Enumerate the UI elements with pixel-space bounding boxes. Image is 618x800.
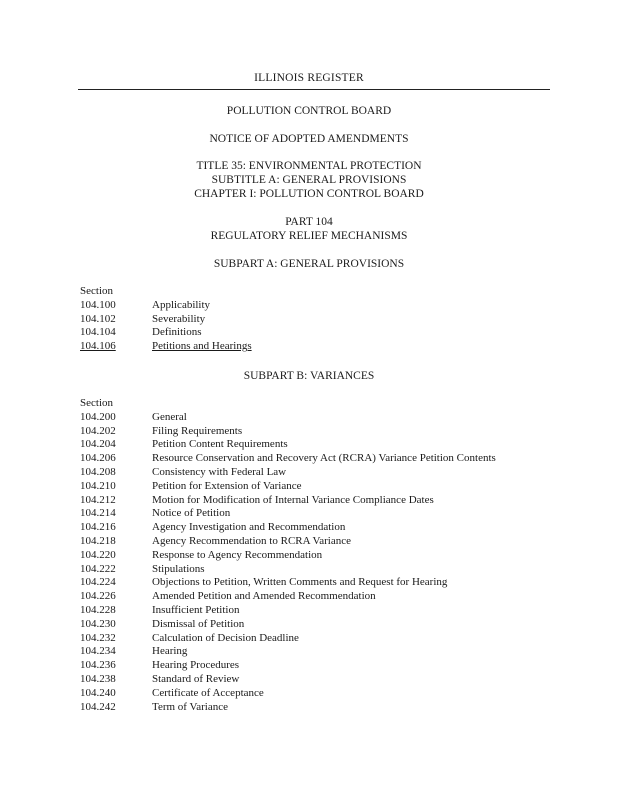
register-header: ILLINOIS REGISTER xyxy=(254,72,364,84)
section-title: Stipulations xyxy=(152,562,205,575)
section-row xyxy=(80,507,560,521)
section-title: Hearing Procedures xyxy=(152,659,240,672)
section-number: 104.202 xyxy=(80,424,116,437)
section-title: Amended Petition and Amended Recommendation xyxy=(152,590,376,603)
header-rule xyxy=(78,89,550,90)
section-number: 104.240 xyxy=(80,686,116,699)
section-title: Agency Investigation and Recommendation xyxy=(152,521,346,534)
notice-heading: NOTICE OF ADOPTED AMENDMENTS xyxy=(209,133,409,145)
section-number: 104.200 xyxy=(80,410,116,423)
section-title: Motion for Modification of Internal Variance Compliance Dates xyxy=(152,493,434,506)
part-block xyxy=(0,215,618,243)
section-row xyxy=(80,659,560,673)
section-title: Hearing xyxy=(152,645,188,658)
part-name: REGULATORY RELIEF MECHANISMS xyxy=(210,230,408,242)
section-title: Filing Requirements xyxy=(152,424,243,437)
section-title: Calculation of Decision Deadline xyxy=(152,631,299,644)
section-row xyxy=(80,563,560,577)
section-number: 104.102 xyxy=(80,312,116,325)
section-number: 104.214 xyxy=(80,507,116,520)
section-row xyxy=(80,494,560,508)
section-row xyxy=(80,618,560,632)
section-title: Severability xyxy=(152,312,206,325)
section-row xyxy=(80,480,560,494)
section-number: 104.210 xyxy=(80,479,116,492)
section-title: Definitions xyxy=(152,326,202,339)
section-number: 104.232 xyxy=(80,631,116,644)
section-number-added: 104.106 xyxy=(80,340,116,353)
section-title: Consistency with Federal Law xyxy=(152,465,287,478)
chapter-line: CHAPTER I: POLLUTION CONTROL BOARD xyxy=(194,188,424,200)
section-label: Section xyxy=(80,397,113,409)
section-row xyxy=(80,549,560,563)
section-title: Response to Agency Recommendation xyxy=(152,548,323,561)
section-number: 104.224 xyxy=(80,576,116,589)
section-row xyxy=(80,340,560,354)
section-row xyxy=(80,687,560,701)
section-row xyxy=(80,645,560,659)
section-row xyxy=(80,632,560,646)
section-row xyxy=(80,438,560,452)
section-title: Certificate of Acceptance xyxy=(152,686,264,699)
section-title: Standard of Review xyxy=(152,672,240,685)
section-number: 104.226 xyxy=(80,590,116,603)
section-title: Petition for Extension of Variance xyxy=(152,479,302,492)
section-row xyxy=(80,425,560,439)
section-title: Resource Conservation and Recovery Act (RCRA) Variance Petition Contents xyxy=(152,452,496,465)
section-row xyxy=(80,299,560,313)
section-number: 104.218 xyxy=(80,534,116,547)
section-number: 104.104 xyxy=(80,326,116,339)
section-number: 104.234 xyxy=(80,645,116,658)
section-title: Insufficient Petition xyxy=(152,603,240,616)
section-row xyxy=(80,535,560,549)
section-title: Term of Variance xyxy=(152,700,228,713)
section-number: 104.230 xyxy=(80,617,116,630)
section-row xyxy=(80,673,560,687)
section-row xyxy=(80,576,560,590)
section-row xyxy=(80,313,560,327)
section-title: Petition Content Requirements xyxy=(152,438,288,451)
section-number: 104.208 xyxy=(80,465,116,478)
section-title: Applicability xyxy=(152,298,211,311)
title-line: TITLE 35: ENVIRONMENTAL PROTECTION xyxy=(196,160,422,172)
section-number: 104.238 xyxy=(80,672,116,685)
section-row xyxy=(80,326,560,340)
section-row xyxy=(80,590,560,604)
subtitle-line: SUBTITLE A: GENERAL PROVISIONS xyxy=(211,174,407,186)
section-title-added: Petitions and Hearings xyxy=(152,340,252,353)
section-title: General xyxy=(152,410,187,423)
section-row xyxy=(80,701,560,715)
subpart-b-section-list xyxy=(80,397,560,714)
section-title: Dismissal of Petition xyxy=(152,617,245,630)
title-block xyxy=(0,159,618,201)
section-number: 104.216 xyxy=(80,521,116,534)
section-row xyxy=(80,521,560,535)
section-title: Agency Recommendation to RCRA Variance xyxy=(152,534,351,547)
section-number: 104.222 xyxy=(80,562,116,575)
section-title: Notice of Petition xyxy=(152,507,231,520)
section-row xyxy=(80,452,560,466)
section-number: 104.220 xyxy=(80,548,116,561)
board-name: POLLUTION CONTROL BOARD xyxy=(226,105,392,117)
section-row xyxy=(80,466,560,480)
section-number: 104.212 xyxy=(80,493,116,506)
section-title: Objections to Petition, Written Comments and Request for Hearing xyxy=(152,576,448,589)
subpart-b-heading: SUBPART B: VARIANCES xyxy=(243,370,375,382)
section-number: 104.206 xyxy=(80,452,116,465)
section-number: 104.100 xyxy=(80,298,116,311)
section-row xyxy=(80,411,560,425)
section-number: 104.242 xyxy=(80,700,116,713)
subpart-a-section-list xyxy=(80,285,560,354)
section-number: 104.228 xyxy=(80,603,116,616)
section-number: 104.236 xyxy=(80,659,116,672)
section-number: 104.204 xyxy=(80,438,116,451)
part-number: PART 104 xyxy=(285,216,333,228)
section-label: Section xyxy=(80,285,113,297)
section-row xyxy=(80,604,560,618)
subpart-a-heading: SUBPART A: GENERAL PROVISIONS xyxy=(213,258,405,270)
